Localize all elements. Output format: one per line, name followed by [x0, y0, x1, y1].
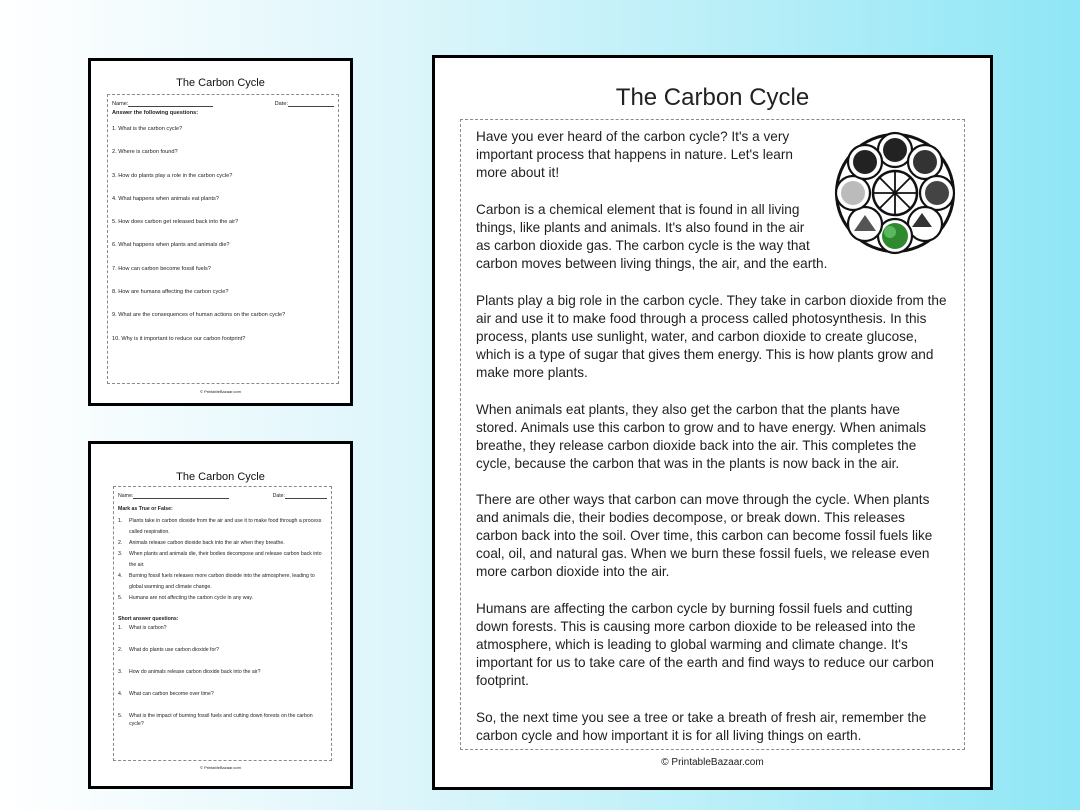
- date-field[interactable]: [275, 101, 334, 107]
- name-date-row: [118, 493, 327, 499]
- truefalse-item: [118, 571, 327, 593]
- item-text: When plants and animals die, their bodies decompose and release carbon back into the air.: [129, 551, 322, 568]
- short-answer-item: [118, 646, 327, 668]
- question-item: 8. How are humans affecting the carbon cycle?: [112, 289, 229, 296]
- question-item: 3. How do plants play a role in the carbon cycle?: [112, 172, 233, 179]
- passage-line: carbon back into the soil. Over time, this carbon can become fossil fuels like: [476, 528, 933, 544]
- passage-line: atmosphere, which is leading to global warming and climate change. It's: [476, 637, 908, 653]
- short-answer-item: [118, 624, 327, 646]
- passage-line: important for us to take care of the earth and find ways to reduce our carbon: [476, 655, 934, 671]
- passage-line: more carbon dioxide into the air.: [476, 564, 670, 580]
- question-item: 10. Why is it important to reduce our carbon footprint?: [112, 335, 246, 342]
- passage-line: Have you ever heard of the carbon cycle? It's a very: [476, 129, 790, 144]
- question-list: [112, 126, 334, 359]
- item-text: What can carbon become over time?: [129, 691, 214, 697]
- name-date-row: [112, 101, 334, 107]
- question-item: 6. What happens when plants and animals die?: [112, 242, 230, 249]
- passage-line: down forests. This is causing more carbon dioxide to be released into the: [476, 619, 916, 635]
- item-number: 4.: [118, 691, 123, 697]
- passage-line: more about it!: [476, 165, 560, 181]
- question-item: 2. Where is carbon found?: [112, 149, 178, 156]
- short-answer-item: [118, 668, 327, 690]
- item-number: 3.: [118, 669, 123, 675]
- item-number: 3.: [118, 551, 123, 557]
- item-number: 5.: [118, 595, 123, 601]
- passage-line: Plants play a big role in the carbon cycle. They take in carbon dioxide from the: [476, 293, 947, 308]
- name-field[interactable]: [118, 493, 229, 499]
- question-item: 1. What is the carbon cycle?: [112, 126, 183, 132]
- passage-line: When animals eat plants, they also get the carbon that the plants have: [476, 402, 900, 417]
- item-number: 2.: [118, 647, 123, 653]
- truefalse-item: [118, 549, 327, 571]
- passage-line: as carbon dioxide gas. The carbon cycle is the way that: [476, 238, 810, 254]
- worksheet-title: The Carbon Cycle: [176, 471, 265, 483]
- truefalse-item: [118, 538, 327, 549]
- passage-line: Carbon is a chemical element that is found in all living: [476, 202, 800, 217]
- item-number: 2.: [118, 540, 123, 546]
- item-number: 1.: [118, 518, 123, 524]
- truefalse-heading: Mark as True or False:: [118, 506, 173, 512]
- date-field[interactable]: [273, 493, 327, 499]
- question-item: 4. What happens when animals eat plants?: [112, 195, 219, 202]
- date-label: Date:: [272, 493, 285, 499]
- passage-line: which is a type of sugar that gives them energy. This is how plants grow and: [476, 347, 934, 363]
- copyright-footer: © PrintableBazaar.com: [661, 757, 764, 768]
- passage-line: make more plants.: [476, 365, 588, 381]
- truefalse-item: [118, 593, 327, 604]
- short-answer-item: [118, 712, 327, 734]
- passage-line: important process that happens in nature. Let's learn: [476, 147, 793, 163]
- worksheet-title: The Carbon Cycle: [176, 77, 265, 89]
- name-label: Name:: [118, 493, 134, 499]
- passage-line: and animals die, their bodies decompose, or break down. This releases: [476, 510, 905, 526]
- item-text: Plants take in carbon dioxide from the air and use it to make food through a process called respiration.: [129, 518, 322, 535]
- item-number: 1.: [118, 625, 123, 631]
- carbon-cycle-illustration: [832, 131, 958, 255]
- passage-line: coal, oil, and natural gas. When we burn these fossil fuels, we release even: [476, 546, 930, 562]
- passage-line: stored. Animals use this carbon to grow and to have energy. When animals: [476, 420, 927, 436]
- item-text: Animals release carbon dioxide back into the air when they breathe.: [129, 540, 285, 546]
- worksheet-frame: [107, 94, 339, 384]
- passage-line: air and use it to make food through a process called photosynthesis. In this: [476, 311, 927, 327]
- name-label: Name:: [112, 101, 129, 107]
- worksheet-questions-page: [88, 58, 353, 406]
- passage-title: The Carbon Cycle: [615, 84, 810, 111]
- worksheet-frame: [113, 486, 332, 761]
- passage-line: There are other ways that carbon can move through the cycle. When plants: [476, 492, 930, 507]
- name-field[interactable]: [112, 101, 213, 107]
- item-number: 5.: [118, 713, 123, 719]
- passage-line: carbon cycle and how important it is for all living things on earth.: [476, 728, 862, 744]
- item-text: What do plants use carbon dioxide for?: [129, 647, 219, 653]
- passage-line: process, plants use sunlight, water, and carbon dioxide to create glucose,: [476, 329, 918, 345]
- passage-line: things, like plants and animals. It's also found in the air: [476, 220, 805, 236]
- copyright-footer: © PrintableBazaar.com: [200, 765, 241, 770]
- short-answer-item: [118, 690, 327, 712]
- worksheet-truefalse-page: [88, 441, 353, 789]
- item-text: What is carbon?: [129, 625, 167, 631]
- question-item: 5. How does carbon get released back into the air?: [112, 219, 239, 226]
- item-number: 4.: [118, 573, 123, 579]
- item-text: How do animals release carbon dioxide back into the air?: [129, 669, 261, 675]
- reading-passage-page: [432, 55, 993, 790]
- passage-line: breathe, they release carbon dioxide back into the air. This completes the: [476, 438, 917, 454]
- date-label: Date:: [274, 101, 288, 107]
- short-answer-heading: Short answer questions:: [118, 616, 179, 622]
- passage-line: cycle, because the carbon that was in the plants is now back in the air.: [476, 456, 900, 472]
- short-answer-list: [118, 624, 327, 734]
- instruction-heading: Answer the following questions:: [112, 110, 199, 116]
- passage-line: carbon moves between living things, the air, and the earth.: [476, 256, 828, 272]
- item-text: What is the impact of burning fossil fuels and cutting down forests on the carbon cycle?: [129, 713, 313, 727]
- item-text: Humans are not affecting the carbon cycle in any way.: [129, 595, 254, 601]
- item-text: Burning fossil fuels releases more carbon dioxide into the atmosphere, leading to global warming and climate change.: [129, 573, 315, 590]
- copyright-footer: © PrintableBazaar.com: [200, 389, 241, 394]
- passage-line: So, the next time you see a tree or take a breath of fresh air, remember the: [476, 710, 927, 725]
- passage-line: footprint.: [476, 673, 529, 689]
- truefalse-list: [118, 516, 327, 604]
- question-item: 7. How can carbon become fossil fuels?: [112, 265, 211, 272]
- question-item: 9. What are the consequences of human actions on the carbon cycle?: [112, 312, 286, 319]
- passage-line: Humans are affecting the carbon cycle by burning fossil fuels and cutting: [476, 601, 913, 616]
- truefalse-item: [118, 516, 327, 538]
